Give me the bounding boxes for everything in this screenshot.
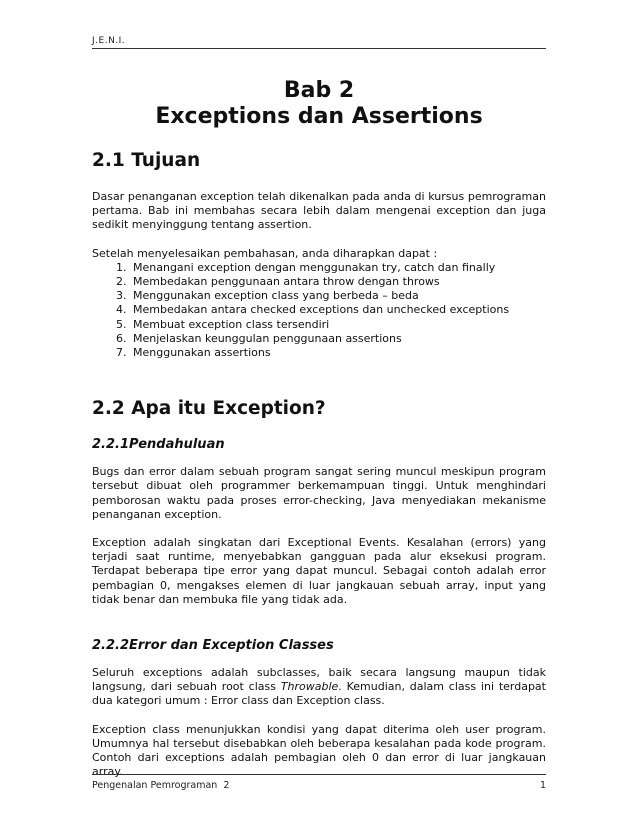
subsection-title: Error dan Exception Classes	[129, 638, 334, 654]
text-run: . Kemudian, dalam class ini terdapat dua kategori umum : Error class dan Exception class.	[92, 680, 546, 708]
paragraph-pendahuluan-2: Exception adalah singkatan dari Exceptional Events. Kesalahan (errors) yang terjadi saat runtime, menyebabkan gangguan pada alur eksekusi program. Terdapat beberapa tipe error yang dapat muncul. Sebagai contoh adalah error pembagian 0, mengakses elemen di luar jangkauan sebuah array, input yang tidak benar dan membuka file yang tidak ada.	[92, 536, 546, 606]
page-content	[92, 150, 546, 779]
subsection-title: Pendahuluan	[129, 437, 225, 453]
subsection-heading-2-2-1	[92, 436, 546, 453]
list-item: 4. Membedakan antara checked exceptions dan unchecked exceptions	[130, 303, 546, 317]
list-item: 7. Menggunakan assertions	[130, 346, 546, 360]
page-number: 1	[539, 780, 546, 791]
paragraph-error-classes-2: Exception class menunjukkan kondisi yang dapat diterima oleh user program. Umumnya hal tersebut disebabkan oleh beberapa kesalahan pada kode program. Contoh dari exceptions adalah pembagian oleh 0 dan error di luar jangkauan array.	[92, 722, 546, 779]
footer-rule	[92, 774, 546, 775]
list-item: 2. Membedakan penggunaan antara throw dengan throws	[130, 275, 546, 289]
running-header: J.E.N.I.	[92, 36, 126, 46]
subsection-number: 2.2.1	[92, 437, 130, 453]
paragraph-error-classes-1	[92, 666, 546, 709]
paragraph-intro: Dasar penanganan exception telah dikenalkan pada anda di kursus pemrograman pertama. Bab ini membahas secara lebih dalam mengenai exception dan juga sedikit menyinggung tentang assertion.	[92, 190, 546, 232]
footer-course-title: Pengenalan Pemrograman 2	[92, 780, 230, 791]
paragraph-list-intro: Setelah menyelesaikan pembahasan, anda diharapkan dapat :	[92, 246, 438, 260]
text-run: Seluruh exceptions adalah subclasses, baik secara langsung maupun tidak langsung, dari sebuah root class	[92, 666, 546, 694]
subsection-heading-2-2-2	[92, 637, 546, 654]
list-item: 6. Menjelaskan keunggulan penggunaan assertions	[130, 332, 546, 346]
chapter-name: Exceptions dan Assertions	[155, 104, 483, 129]
header-rule	[92, 48, 546, 49]
list-item: 5. Membuat exception class tersendiri	[130, 318, 546, 332]
subsection-number: 2.2.2	[92, 638, 130, 654]
chapter-title	[92, 78, 546, 130]
chapter-number: Bab 2	[283, 78, 355, 103]
section-heading-2-2: 2.2 Apa itu Exception?	[92, 398, 326, 420]
list-item: 1. Menangani exception dengan menggunakan try, catch dan finally	[130, 261, 546, 275]
emphasis-throwable: Throwable	[280, 680, 339, 694]
list-item: 3. Menggunakan exception class yang berbeda – beda	[130, 289, 546, 303]
objectives-list	[92, 261, 546, 360]
section-heading-2-1: 2.1 Tujuan	[92, 150, 201, 171]
paragraph-pendahuluan-1: Bugs dan error dalam sebuah program sangat sering muncul meskipun program tersebut dibuat oleh programmer berkemampuan tinggi. Untuk menghindari pemborosan waktu pada proses error-checking, Java menyediakan mekanisme penanganan exception.	[92, 465, 546, 521]
